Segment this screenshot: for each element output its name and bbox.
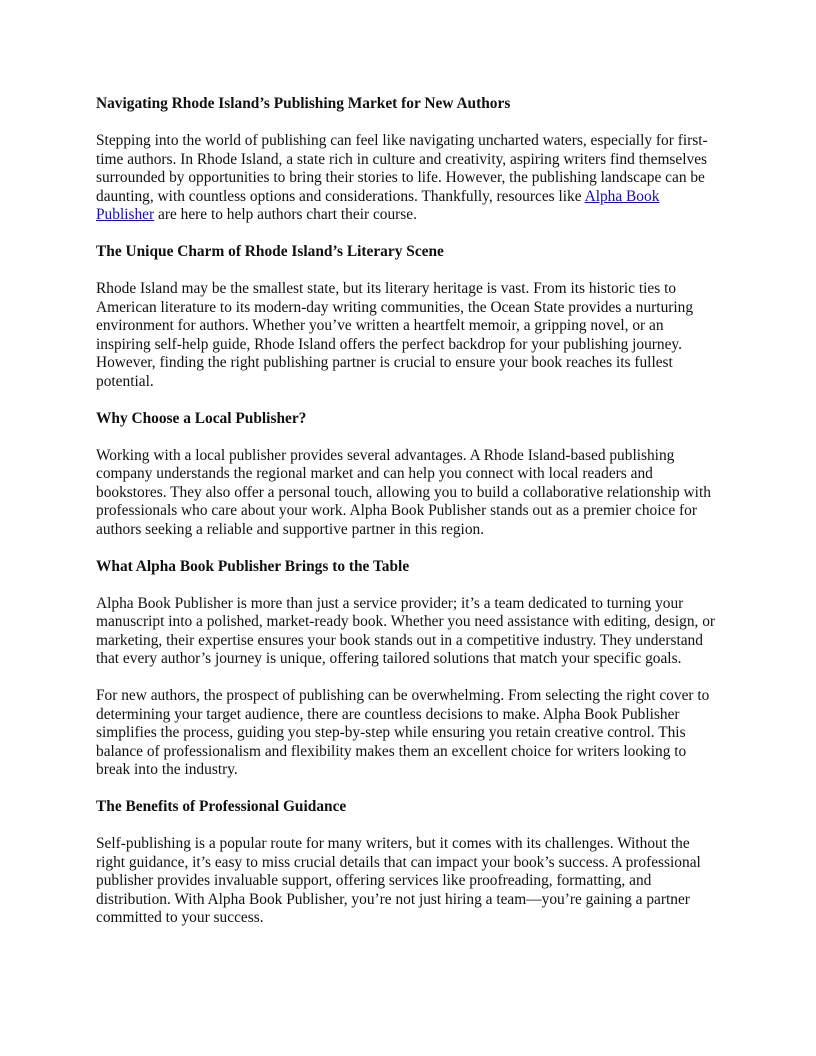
intro-text-after-link: are here to help authors chart their course. (154, 206, 417, 223)
section-heading-literary-scene: The Unique Charm of Rhode Island’s Literary Scene (96, 243, 444, 260)
intro-text-before-link: Stepping into the world of publishing can feel like navigating uncharted waters, especially for first-time authors. In Rhode Island, a state rich in culture and creativity, aspiring writers find themselves surrounded by opportunities to bring their stories to life. However, the publishing landscape can be daunting, with countless options and considerations. Thankfully, resources like (96, 132, 708, 205)
section-paragraph: Rhode Island may be the smallest state, but its literary heritage is vast. From its historic ties to American literature to its modern-day writing communities, the Ocean State provides a nurturing environment for authors. Whether you’ve written a heartfelt memoir, a gripping novel, or an inspiring self-help guide, Rhode Island offers the perfect backdrop for your publishing journey. However, finding the right publishing partner is crucial to ensure your book reaches its fullest potential. (96, 280, 694, 390)
section-paragraph: Alpha Book Publisher is more than just a service provider; it’s a team dedicated to turning your manuscript into a polished, market-ready book. Whether you need assistance with editing, design, or marketing, their expertise ensures your book stands out in a competitive industry. They understand that every author’s journey is unique, offering tailored solutions that match your specific goals. (96, 594, 716, 667)
section-paragraph: Working with a local publisher provides several advantages. A Rhode Island-based publishing company understands the regional market and can help you connect with local readers and bookstores. They also offer a personal touch, allowing you to build a collaborative relationship with professionals who care about your work. Alpha Book Publisher stands out as a premier choice for authors seeking a reliable and supportive partner in this region. (96, 446, 711, 538)
intro-paragraph (96, 132, 720, 225)
document-page (96, 95, 720, 946)
section-heading-alpha-brings: What Alpha Book Publisher Brings to the Table (96, 557, 410, 575)
section-paragraph: For new authors, the prospect of publishing can be overwhelming. From selecting the right cover to determining your target audience, there are countless decisions to make. Alpha Book Publisher simplifies the process, guiding you step-by-step while ensuring you retain creative control. This balance of professionalism and flexibility makes them an excellent choice for writers looking to break into the industry. (96, 687, 710, 778)
alpha-book-publisher-link[interactable]: Alpha Book Publisher (96, 187, 660, 223)
section-heading-local-publisher: Why Choose a Local Publisher? (96, 409, 307, 427)
section-paragraph: Self-publishing is a popular route for many writers, but it comes with its challenges. Without the right guidance, it’s easy to miss crucial details that can impact your book’s success. A professional publisher provides invaluable support, offering services like proofreading, formatting, and distribution. With Alpha Book Publisher, you’re not just hiring a team—you’re gaining a partner committed to your success. (96, 835, 701, 926)
document-title: Navigating Rhode Island’s Publishing Market for New Authors (96, 95, 511, 112)
section-heading-professional-guidance: The Benefits of Professional Guidance (96, 798, 347, 815)
